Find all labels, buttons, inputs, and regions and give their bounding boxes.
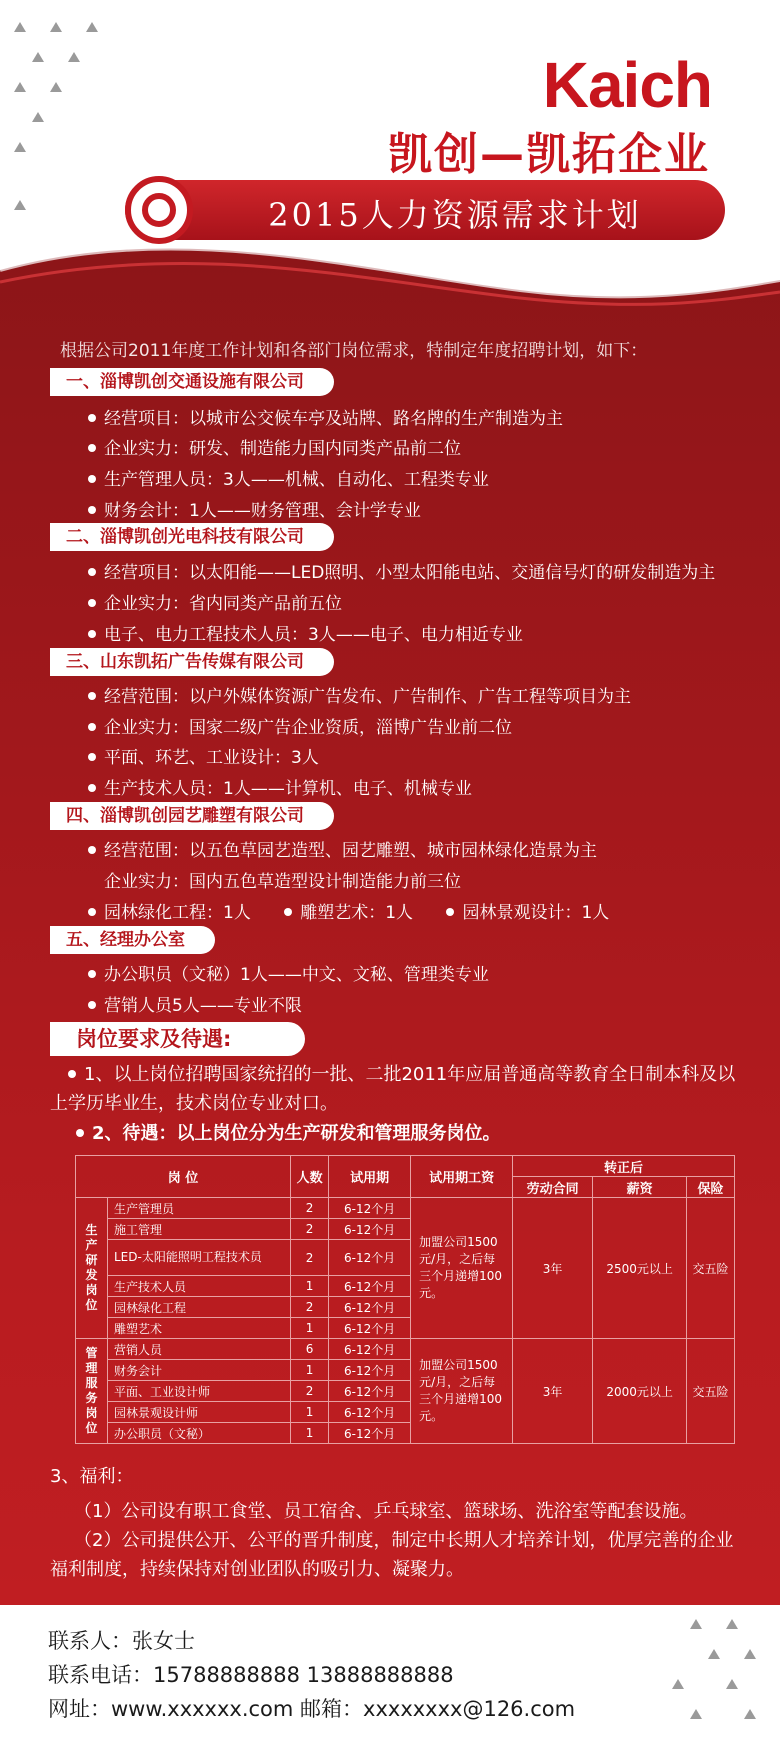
list-item: 经营项目：以太阳能——LED照明、小型太阳能电站、交通信号灯的研发制造为主 [88,558,715,583]
table-cell: 加盟公司1500元/月，之后每三个月递增100元。 [411,1339,513,1444]
triangle-decor-icon [726,1679,738,1689]
group-label: 生产研发岗位 [76,1198,108,1339]
table-cell: 6-12个月 [329,1423,411,1444]
list-item: 电子、电力工程技术人员：3人——电子、电力相近专业 [88,620,523,645]
table-cell: 1 [291,1402,329,1423]
table-cell: 2500元以上 [593,1198,687,1339]
section-title: 一、淄博凯创交通设施有限公司 [50,368,334,396]
table-header: 人数 [291,1156,329,1198]
table-cell: 2 [291,1240,329,1276]
table-cell: 6-12个月 [329,1339,411,1360]
triangle-decor-icon [14,22,26,32]
table-cell: 1 [291,1423,329,1444]
triangle-decor-icon [744,1649,756,1659]
welfare-heading: 3、福利： [50,1466,134,1487]
table-cell: 6-12个月 [329,1276,411,1297]
list-item: 办公职员（文秘）1人——中文、文秘、管理类专业 [88,960,489,985]
table-cell: 2000元以上 [593,1339,687,1444]
table-cell: 6-12个月 [329,1360,411,1381]
list-item: 平面、环艺、工业设计：3人 [88,743,319,768]
list-item: 企业实力：省内同类产品前五位 [88,589,342,614]
table-cell: 2 [291,1297,329,1318]
triangle-decor-icon [14,200,26,210]
table-cell: 园林绿化工程 [108,1297,291,1318]
table-cell: 6 [291,1339,329,1360]
wave-decor [0,230,780,340]
table-cell: 6-12个月 [329,1240,411,1276]
table-cell: 6-12个月 [329,1198,411,1219]
section-title: 三、山东凯拓广告传媒有限公司 [50,648,334,676]
triangle-decor-icon [744,1709,756,1719]
contact-web: 网址：www.xxxxxx.com 邮箱：xxxxxxxx@126.com [48,1697,576,1721]
table-cell: 6-12个月 [329,1402,411,1423]
table-header: 薪资 [593,1177,687,1198]
list-item: 企业实力：国家二级广告企业资质，淄博广告业前二位 [88,713,512,738]
triangle-decor-icon [68,52,80,62]
table-cell: 2 [291,1381,329,1402]
table-cell: 施工管理 [108,1219,291,1240]
footer [0,1605,780,1755]
triangle-decor-icon [50,22,62,32]
list-item: 营销人员5人——专业不限 [88,991,302,1016]
table-cell: 雕塑艺术 [108,1318,291,1339]
contact-phone: 联系电话：15788888888 13888888888 [48,1663,454,1687]
table-row [76,1339,735,1360]
table-cell: 3年 [513,1198,593,1339]
list-item: 生产管理人员：3人——机械、自动化、工程类专业 [88,465,489,490]
table-cell: 园林景观设计师 [108,1402,291,1423]
triangle-decor-icon [708,1649,720,1659]
table-cell: 6-12个月 [329,1318,411,1339]
triangle-decor-icon [86,22,98,32]
list-item: 经营范围：以五色草园艺造型、园艺雕塑、城市园林绿化造景为主 [88,836,597,861]
triangle-decor-icon [14,82,26,92]
welfare-item: （2）公司提供公开、公平的晋升制度，制定中长期人才培养计划，优厚完善的企业福利制度，持续保持对创业团队的吸引力、凝聚力。 [50,1530,734,1580]
table-header: 劳动合同 [513,1177,593,1198]
target-icon [125,176,193,244]
list-item: 财务会计：1人——财务管理、会计学专业 [88,496,421,521]
table-header: 试用期工资 [411,1156,513,1198]
table-cell: 2 [291,1198,329,1219]
table-cell: 2 [291,1219,329,1240]
group-label: 管理服务岗位 [76,1339,108,1444]
list-item: 园林绿化工程：1人 雕塑艺术：1人 园林景观设计：1人 [88,898,609,923]
requirement-item: 2、待遇：以上岗位分为生产研发和管理服务岗位。 [76,1119,736,1148]
table-cell: 1 [291,1276,329,1297]
table-cell: 生产技术人员 [108,1276,291,1297]
triangle-decor-icon [690,1709,702,1719]
triangle-decor-icon [32,52,44,62]
table-cell: 营销人员 [108,1339,291,1360]
table-cell: 6-12个月 [329,1297,411,1318]
triangle-decor-icon [726,1619,738,1629]
brand-logo: Kaich [542,49,712,121]
plan-title: 2015人力资源需求计划 [268,196,642,234]
table-cell: 财务会计 [108,1360,291,1381]
table-cell: 加盟公司1500元/月，之后每三个月递增100元。 [411,1198,513,1339]
table-cell: 办公职员（文秘） [108,1423,291,1444]
table-cell: 6-12个月 [329,1219,411,1240]
list-item: 企业实力：国内五色草造型设计制造能力前三位 [104,872,461,892]
table-cell: LED-太阳能照明工程技术员 [108,1240,291,1276]
triangle-decor-icon [32,112,44,122]
table-cell: 平面、工业设计师 [108,1381,291,1402]
table-cell: 生产管理员 [108,1198,291,1219]
salary-table [75,1155,735,1444]
table-header: 转正后 [513,1156,735,1177]
table-cell: 交五险 [687,1339,735,1444]
section-title: 四、淄博凯创园艺雕塑有限公司 [50,802,334,830]
requirements-heading: 岗位要求及待遇: [50,1022,305,1056]
list-item: 生产技术人员：1人——计算机、电子、机械专业 [88,774,472,799]
triangle-decor-icon [672,1679,684,1689]
section-title: 五、经理办公室 [50,926,215,954]
table-cell: 3年 [513,1339,593,1444]
table-header: 试用期 [329,1156,411,1198]
table-cell: 交五险 [687,1198,735,1339]
list-item: 企业实力：研发、制造能力国内同类产品前二位 [88,434,461,459]
section-title: 二、淄博凯创光电科技有限公司 [50,523,334,551]
triangle-decor-icon [14,142,26,152]
table-header: 岗 位 [76,1156,291,1198]
requirement-item: 1、以上岗位招聘国家统招的一批、二批2011年应届普通高等教育全日制本科及以上学历毕业生，技术岗位专业对口。 [50,1064,736,1114]
table-header: 保险 [687,1177,735,1198]
table-cell: 1 [291,1318,329,1339]
contact-person: 联系人：张女士 [48,1629,195,1653]
company-name: 凯创—凯拓企业 [388,129,710,180]
table-cell: 6-12个月 [329,1381,411,1402]
list-item: 经营范围：以户外媒体资源广告发布、广告制作、广告工程等项目为主 [88,682,631,707]
intro-text: 根据公司2011年度工作计划和各部门岗位需求，特制定年度招聘计划，如下： [60,341,648,361]
table-row [76,1198,735,1219]
triangle-decor-icon [690,1619,702,1629]
welfare-item: （1）公司设有职工食堂、员工宿舍、乒乓球室、篮球场、洗浴室等配套设施。 [74,1501,698,1522]
list-item: 经营项目：以城市公交候车亭及站牌、路名牌的生产制造为主 [88,404,563,429]
table-cell: 1 [291,1360,329,1381]
triangle-decor-icon [50,82,62,92]
